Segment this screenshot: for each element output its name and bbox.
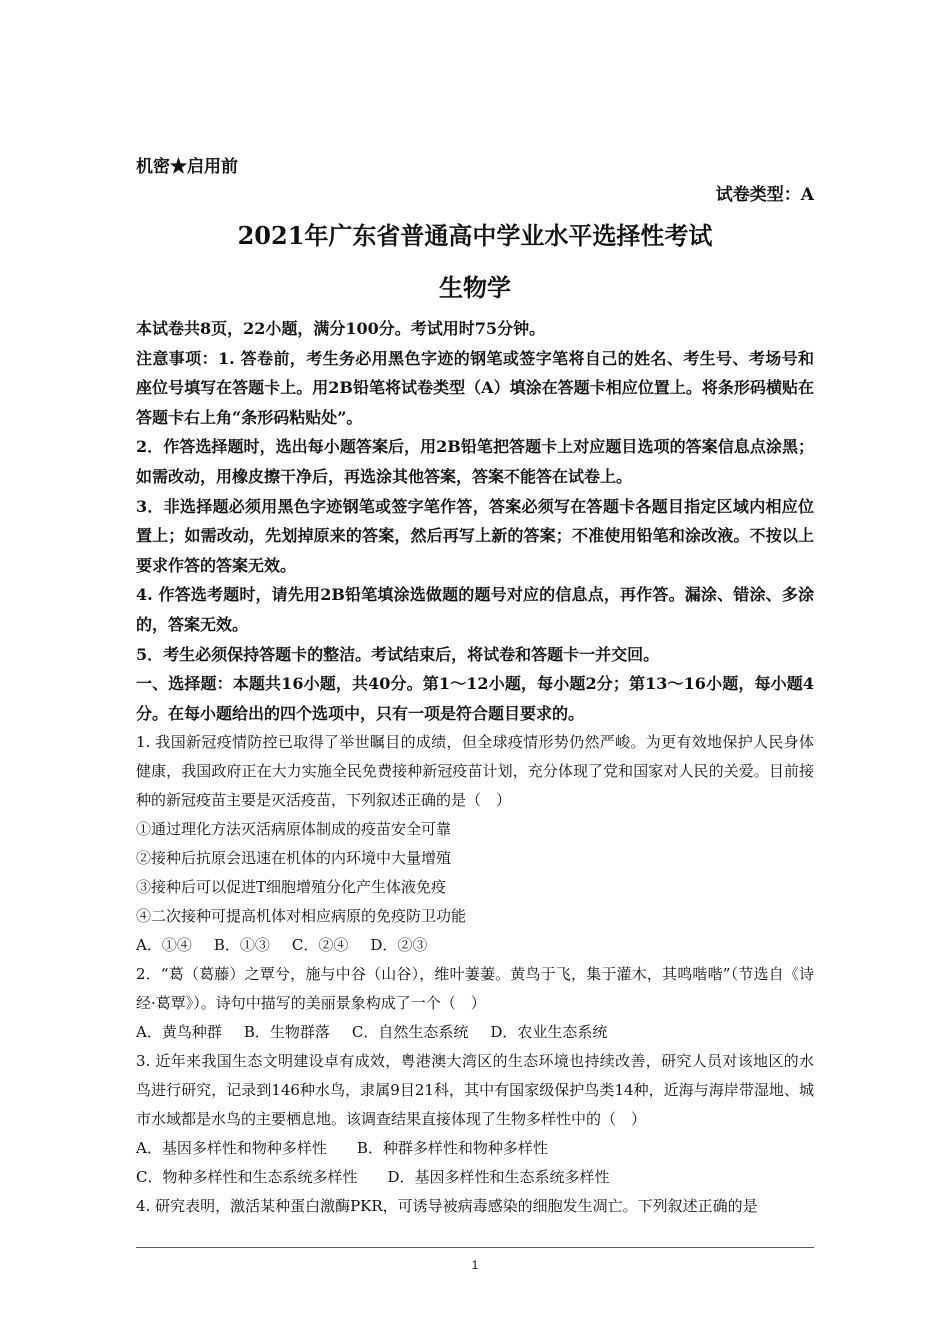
question-3-options-row-2 bbox=[136, 1163, 814, 1192]
paper-type-label: 试卷类型：A bbox=[715, 185, 814, 205]
question-2-options bbox=[136, 1018, 814, 1047]
page-number: 1 bbox=[471, 1258, 479, 1272]
exam-title: 2021年广东省普通高中学业水平选择性考试 bbox=[237, 221, 713, 250]
question-1-statement-1: ①通过理化方法灭活病原体制成的疫苗安全可靠 bbox=[136, 820, 452, 838]
note-2: 2．作答选择题时，选出每小题答案后，用2B铅笔把答题卡上对应题目选项的答案信息点涂黑；如需改动，用橡皮擦干净后，再选涂其他答案，答案不能答在试卷上。 bbox=[136, 437, 814, 486]
question-1-statement-4: ④二次接种可提高机体对相应病原的免疫防卫功能 bbox=[136, 907, 467, 925]
option-b: B．种群多样性和物种多样性 bbox=[356, 1139, 548, 1157]
note-4: 4. 作答选考题时，请先用2B铅笔填涂选做题的题号对应的信息点，再作答。漏涂、错涂、多涂的，答案无效。 bbox=[136, 585, 814, 634]
question-1-stem: 1. 我国新冠疫情防控已取得了举世瞩目的成绩，但全球疫情形势仍然严峻。为更有效地保护人民身体健康，我国政府正在大力实施全民免费接种新冠疫苗计划，充分体现了党和国家对人民的关爱。目前接种的新冠疫苗主要是灭活疫苗，下列叙述正确的是（ ） bbox=[136, 733, 814, 809]
option-a: A．基因多样性和物种多样性 bbox=[136, 1139, 327, 1157]
confidential-label: 机密★启用前 bbox=[136, 157, 238, 177]
option-d: D．②③ bbox=[370, 936, 428, 954]
note-3: 3．非选择题必须用黑色字迹钢笔或签字笔作答，答案必须写在答题卡各题目指定区域内相应位置上；如需改动，先划掉原来的答案，然后再写上新的答案；不准使用铅笔和涂改液。不按以上要求作答的答案无效。 bbox=[136, 496, 814, 575]
question-2-stem: 2．“葛（葛藤）之覃兮，施与中谷（山谷），维叶萋萋。黄鸟于飞，集于灌木，其鸣喈喈”（节选自《诗经·葛覃》）。诗句中描写的美丽景象构成了一个（ ） bbox=[136, 965, 814, 1012]
option-b: B．①③ bbox=[213, 936, 270, 954]
option-d: D．基因多样性和生态系统多样性 bbox=[387, 1168, 610, 1186]
footer-divider bbox=[136, 1247, 814, 1248]
option-b: B．生物群落 bbox=[243, 1023, 330, 1041]
option-c: C．自然生态系统 bbox=[351, 1023, 469, 1041]
question-1-options bbox=[136, 931, 814, 960]
question-3-stem: 3. 近年来我国生态文明建设卓有成效，粤港澳大湾区的生态环境也持续改善，研究人员对该地区的水鸟进行研究，记录到146种水鸟，隶属9目21科，其中有国家级保护鸟类14种，近海与海岸带湿地、城市水域都是水鸟的主要栖息地。该调查结果直接体现了生物多样性中的（ ） bbox=[136, 1052, 814, 1128]
exam-intro: 本试卷共8页，22小题，满分100分。考试用时75分钟。 bbox=[136, 319, 546, 338]
note-1: 注意事项：1. 答卷前，考生务必用黑色字迹的钢笔或签字笔将自己的姓名、考生号、考场号和座位号填写在答题卡上。用2B铅笔将试卷类型（A）填涂在答题卡相应位置上。将条形码横贴在答题卡右上角“条形码粘贴处”。 bbox=[136, 348, 814, 427]
option-c: C．②④ bbox=[291, 936, 349, 954]
note-5: 5．考生必须保持答题卡的整洁。考试结束后，将试卷和答题卡一并交回。 bbox=[136, 644, 660, 664]
section-1-heading: 一、选择题：本题共16小题，共40分。第1～12小题，每小题2分；第13～16小题，每小题4分。在每小题给出的四个选项中，只有一项是符合题目要求的。 bbox=[136, 674, 814, 723]
question-1-statement-2: ②接种后抗原会迅速在机体的内环境中大量增殖 bbox=[136, 849, 452, 867]
question-3-options-row-1 bbox=[136, 1134, 814, 1163]
option-c: C．物种多样性和生态系统多样性 bbox=[136, 1168, 358, 1186]
option-a: A．黄鸟种群 bbox=[136, 1023, 222, 1041]
questions bbox=[136, 728, 814, 1221]
instructions bbox=[136, 314, 814, 728]
question-4-stem: 4. 研究表明，激活某种蛋白激酶PKR，可诱导被病毒感染的细胞发生凋亡。下列叙述正确的是 bbox=[136, 1197, 758, 1215]
option-a: A．①④ bbox=[136, 936, 192, 954]
question-1-statement-3: ③接种后可以促进T细胞增殖分化产生体液免疫 bbox=[136, 878, 447, 896]
option-d: D．农业生态系统 bbox=[490, 1023, 608, 1041]
subject-title: 生物学 bbox=[439, 273, 511, 302]
